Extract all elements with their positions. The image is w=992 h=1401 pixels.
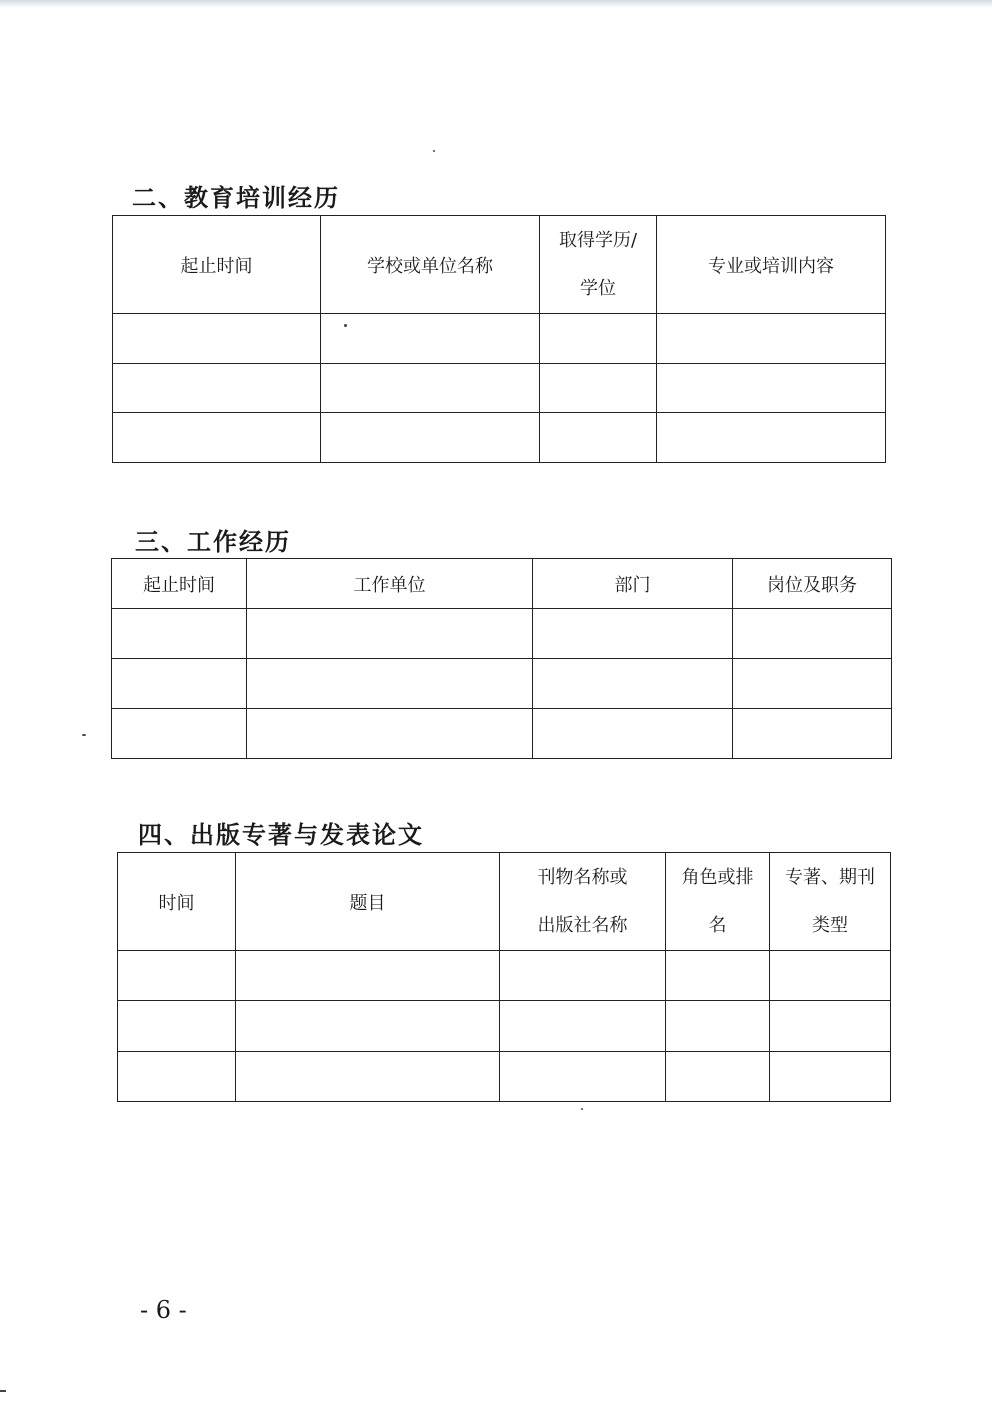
table-cell[interactable]: [666, 951, 770, 1001]
work-header-position: 岗位及职务: [733, 559, 892, 609]
work-header-department: 部门: [533, 559, 733, 609]
publications-header-journal: 刊物名称或 出版社名称: [500, 853, 666, 951]
table-cell[interactable]: [321, 413, 540, 463]
table-cell[interactable]: [112, 709, 247, 759]
publications-header-row: [118, 853, 891, 951]
table-cell[interactable]: [247, 609, 533, 659]
table-row: [113, 314, 886, 364]
table-cell[interactable]: [236, 1001, 500, 1052]
table-cell[interactable]: [533, 709, 733, 759]
table-cell[interactable]: [540, 364, 657, 413]
table-cell[interactable]: [236, 951, 500, 1001]
table-row: [113, 413, 886, 463]
education-header-major: 专业或培训内容: [657, 216, 886, 314]
table-cell[interactable]: [321, 314, 540, 364]
table-row: [113, 364, 886, 413]
table-cell[interactable]: [236, 1052, 500, 1102]
publications-header-type: 专著、期刊 类型: [770, 853, 891, 951]
page-number: - 6 -: [140, 1296, 187, 1324]
education-table: [112, 215, 886, 463]
table-cell[interactable]: [657, 314, 886, 364]
table-cell[interactable]: [500, 1052, 666, 1102]
publications-header-role: 角色或排 名: [666, 853, 770, 951]
table-cell[interactable]: [533, 609, 733, 659]
scan-speck: [0, 1390, 6, 1392]
table-cell[interactable]: [770, 1001, 891, 1052]
table-cell[interactable]: [540, 314, 657, 364]
table-cell[interactable]: [540, 413, 657, 463]
table-cell[interactable]: [657, 364, 886, 413]
table-cell[interactable]: [733, 709, 892, 759]
table-cell[interactable]: [247, 659, 533, 709]
table-cell[interactable]: [666, 1001, 770, 1052]
education-header-row: [113, 216, 886, 314]
table-cell[interactable]: [113, 364, 321, 413]
table-row: [118, 1001, 891, 1052]
education-header-school: 学校或单位名称: [321, 216, 540, 314]
table-cell[interactable]: [321, 364, 540, 413]
table-row: [112, 609, 892, 659]
table-cell[interactable]: [533, 659, 733, 709]
publications-table: [117, 852, 891, 1102]
work-section-title: 三、工作经历: [135, 528, 291, 556]
table-cell[interactable]: [118, 1001, 236, 1052]
table-cell[interactable]: [113, 413, 321, 463]
table-cell[interactable]: [500, 1001, 666, 1052]
table-row: [118, 951, 891, 1001]
table-cell[interactable]: [113, 314, 321, 364]
table-cell[interactable]: [770, 951, 891, 1001]
scan-edge: [0, 0, 992, 8]
work-header-row: [112, 559, 892, 609]
table-row: [118, 1052, 891, 1102]
table-cell[interactable]: [657, 413, 886, 463]
work-table: [111, 558, 892, 759]
table-cell[interactable]: [733, 659, 892, 709]
table-cell[interactable]: [733, 609, 892, 659]
publications-header-title: 题目: [236, 853, 500, 951]
education-section-title: 二、教育培训经历: [132, 184, 340, 212]
table-cell[interactable]: [666, 1052, 770, 1102]
table-cell[interactable]: [112, 609, 247, 659]
work-header-period: 起止时间: [112, 559, 247, 609]
publications-section-title: 四、出版专著与发表论文: [138, 821, 424, 849]
scan-speck: [82, 734, 86, 736]
scan-speck: [433, 150, 435, 152]
scan-speck: [344, 324, 347, 327]
table-row: [112, 709, 892, 759]
table-cell[interactable]: [118, 951, 236, 1001]
table-cell[interactable]: [118, 1052, 236, 1102]
table-cell[interactable]: [247, 709, 533, 759]
table-cell[interactable]: [770, 1052, 891, 1102]
table-row: [112, 659, 892, 709]
work-header-employer: 工作单位: [247, 559, 533, 609]
table-cell[interactable]: [112, 659, 247, 709]
education-header-period: 起止时间: [113, 216, 321, 314]
table-cell[interactable]: [500, 951, 666, 1001]
education-header-degree: 取得学历/ 学位: [540, 216, 657, 314]
publications-header-time: 时间: [118, 853, 236, 951]
scan-speck: [581, 1108, 583, 1110]
